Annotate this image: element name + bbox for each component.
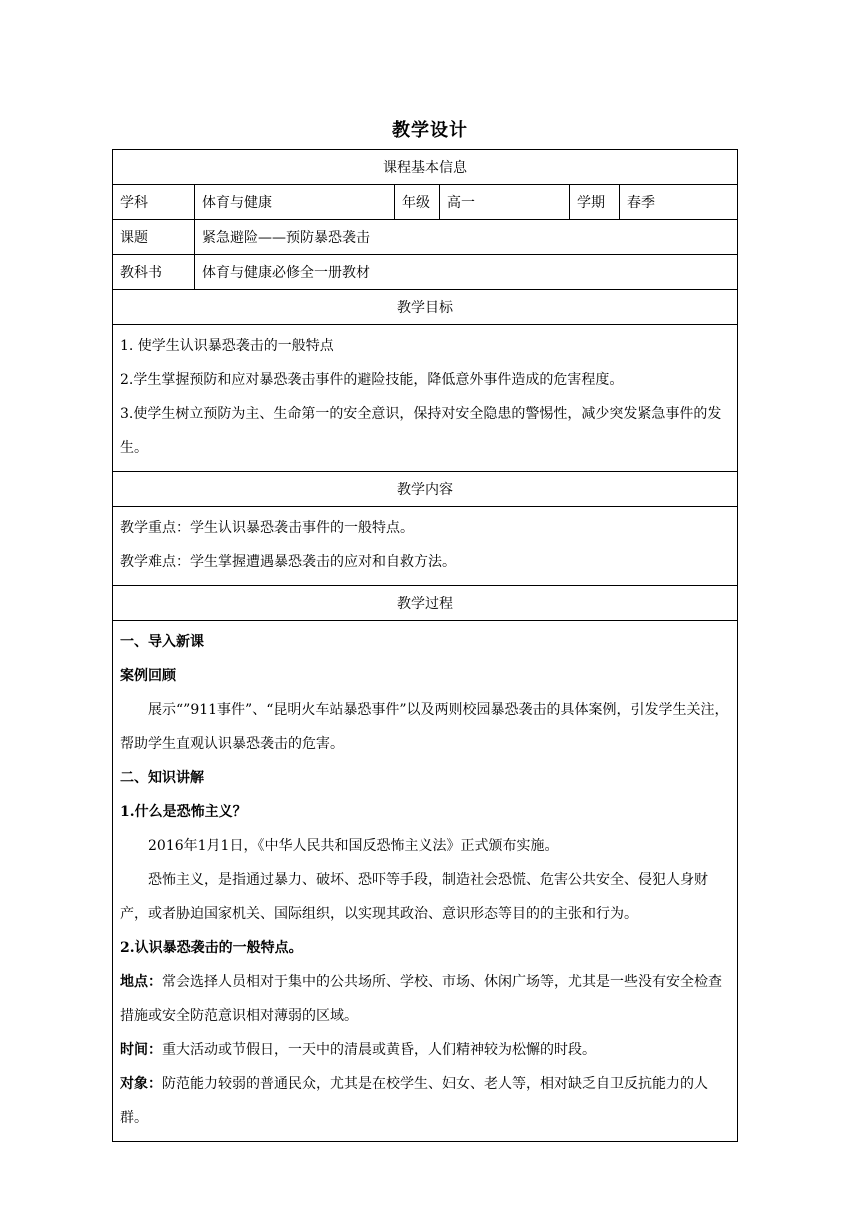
objectives-header: 教学目标 xyxy=(113,290,738,325)
topic-label: 课题 xyxy=(113,220,195,255)
textbook-label: 教科书 xyxy=(113,255,195,290)
page-title: 教学设计 xyxy=(392,120,468,141)
subject-value: 体育与健康 xyxy=(195,185,395,220)
grade-value: 高一 xyxy=(440,185,570,220)
section-heading: 二、知识讲解 xyxy=(120,770,204,786)
term-label: 学期 xyxy=(570,185,620,220)
question-heading: 2.认识暴恐袭击的一般特点。 xyxy=(120,940,303,956)
time-paragraph xyxy=(120,1033,730,1067)
target-text: 防范能力较弱的普通民众，尤其是在校学生、妇女、老人等，相对缺乏自卫反抗能力的人群。 xyxy=(120,1076,708,1126)
time-text: 重大活动或节假日，一天中的清晨或黄昏，人们精神较为松懈的时段。 xyxy=(162,1042,596,1058)
law-paragraph: 2016年1月1日，《中华人民共和国反恐怖主义法》正式颁布实施。 xyxy=(148,838,559,854)
process-header: 教学过程 xyxy=(113,586,738,621)
question-heading: 1.什么是恐怖主义？ xyxy=(120,804,247,820)
topic-value: 紧急避险——预防暴恐袭击 xyxy=(195,220,738,255)
place-label: 地点： xyxy=(120,974,162,990)
objective-item: 1. 使学生认识暴恐袭击的一般特点 xyxy=(120,338,334,354)
case-paragraph: 展示“”911事件”、“昆明火车站暴恐事件”以及两则校园暴恐袭击的具体案例，引发学生关注，帮助学生直观认识暴恐袭击的危害。 xyxy=(120,702,729,752)
lesson-plan-table xyxy=(112,149,738,1142)
target-label: 对象： xyxy=(120,1076,162,1092)
difficult-point: 教学难点：学生掌握遭遇暴恐袭击的应对和自救方法。 xyxy=(120,554,456,570)
objective-item: 3.使学生树立预防为主、生命第一的安全意识，保持对安全隐患的警惕性，减少突发紧急事件的发生。 xyxy=(120,406,722,456)
key-point: 教学重点：学生认识暴恐袭击事件的一般特点。 xyxy=(120,520,414,536)
content-body xyxy=(113,507,738,586)
process-body xyxy=(113,621,738,1142)
time-label: 时间： xyxy=(120,1042,162,1058)
term-value: 春季 xyxy=(620,185,738,220)
place-paragraph xyxy=(120,965,730,1033)
definition-paragraph: 恐怖主义，是指通过暴力、破坏、恐吓等手段，制造社会恐慌、危害公共安全、侵犯人身财产，或者胁迫国家机关、国际组织，以实现其政治、意识形态等目的的主张和行为。 xyxy=(120,872,708,922)
place-text: 常会选择人员相对于集中的公共场所、学校、市场、休闲广场等，尤其是一些没有安全检查措施或安全防范意识相对薄弱的区域。 xyxy=(120,974,722,1024)
case-heading: 案例回顾 xyxy=(120,668,176,684)
objectives-body xyxy=(113,325,738,472)
target-paragraph xyxy=(120,1067,730,1135)
grade-label: 年级 xyxy=(395,185,440,220)
content-header: 教学内容 xyxy=(113,472,738,507)
textbook-value: 体育与健康必修全一册教材 xyxy=(195,255,738,290)
basic-info-header: 课程基本信息 xyxy=(113,150,738,185)
subject-label: 学科 xyxy=(113,185,195,220)
section-heading: 一、导入新课 xyxy=(120,634,204,650)
objective-item: 2.学生掌握预防和应对暴恐袭击事件的避险技能，降低意外事件造成的危害程度。 xyxy=(120,372,624,388)
